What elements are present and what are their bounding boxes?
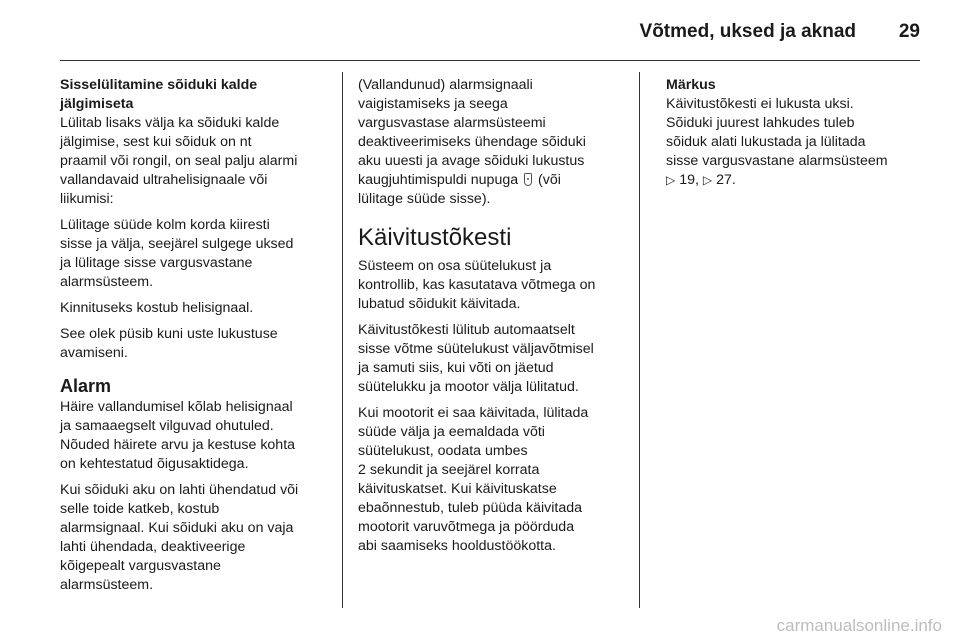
page-header — [60, 18, 920, 46]
column-divider-2 — [639, 72, 640, 608]
column-1 — [60, 76, 326, 602]
paragraph: Häire vallandumisel kõlab helisignaal ja samaaegselt vilguvad ohutuled. Nõuded häirete arvu ja kestuse kohta on kehtestatud õigusaktidega. — [60, 399, 296, 472]
note-text: Käivitustõkesti ei lukusta uksi. Sõiduki juurest lahkudes tuleb sõiduk alati lukustada ja lülitada sisse vargusvastane alarmsüsteem — [666, 96, 888, 169]
page-number: 29 — [898, 21, 920, 42]
paragraph — [358, 76, 624, 209]
paragraph: Lülitage süüde kolm korda kiiresti sisse ja välja, seejärel sulgege uksed ja lülitage sisse vargusvastane alarmsüsteem. — [60, 217, 294, 290]
page-ref-link[interactable]: 27. — [716, 172, 736, 188]
heading-alarm: Alarm — [60, 376, 112, 396]
unlock-key-icon — [524, 173, 532, 186]
paragraph-text: (Vallandunud) alarmsignaali vaigistamiseks ja seega vargusvastase alarmsüsteemi deaktiveerimiseks ühendage sõiduki aku uuesti ja avage sõiduki lukustus kaugjuhtimispuldi nupuga — [358, 77, 586, 188]
section-title: Võtmed, uksed ja aknad — [639, 21, 856, 42]
header-rule — [60, 60, 920, 61]
paragraph: Lülitab lisaks välja ka sõiduki kalde jälgimise, sest kui sõiduk on nt praamil või rongil, on seal palju alarmi vallandavaid ultrahelisignaale või liikumisi: — [60, 115, 298, 207]
note-label: Märkus — [666, 77, 716, 93]
paragraph: Kinnituseks kostub helisignaal. — [60, 300, 254, 316]
page-ref-arrow-icon: ▷ — [666, 173, 676, 187]
heading-immobilizer: Käivitustõkesti — [358, 224, 512, 251]
column-divider-1 — [342, 72, 343, 608]
paragraph: See olek püsib kuni uste lukustuse avamiseni. — [60, 326, 278, 361]
paragraph: Süsteem on osa süütelukust ja kontrollib, kas kasutatava võtmega on lubatud sõidukit käivitada. — [358, 258, 596, 312]
page-ref-link[interactable]: 19, — [679, 172, 699, 188]
page-ref-arrow-icon: ▷ — [702, 173, 713, 187]
paragraph: Käivitustõkesti lülitub automaatselt sisse võtme süütelukust väljavõtmisel ja samuti siis, kui võti on jäetud süütelukku ja mootor välja lülitatud. — [358, 322, 594, 395]
paragraph: Kui sõiduki aku on lahti ühendatud või selle toide katkeb, kostub alarmsignaal. Kui sõiduki aku on vaja lahti ühendada, deaktiveerige kõigepealt vargusvastane alarmsüsteem. — [60, 482, 299, 593]
paragraph: Kui mootorit ei saa käivitada, lülitada süüde välja ja eemaldada võti süütelukust, oodata umbes 2 sekundit ja seejärel korrata käivituskatset. Kui käivituskatse ebaõnnestub, tuleb püüda käivitada mootorit varuvõtmega ja pöörduda abi saamiseks hooldustöökotta. — [358, 405, 589, 554]
page-references — [666, 171, 922, 190]
subheading-tilt: Sisselülitamine sõiduki kalde jälgimiseta — [60, 77, 258, 112]
paragraph-text: (või lülitage süüde sisse). — [358, 172, 561, 207]
watermark: carmanualsonline.info — [776, 616, 942, 635]
column-2 — [358, 76, 624, 563]
column-3 — [666, 76, 922, 190]
